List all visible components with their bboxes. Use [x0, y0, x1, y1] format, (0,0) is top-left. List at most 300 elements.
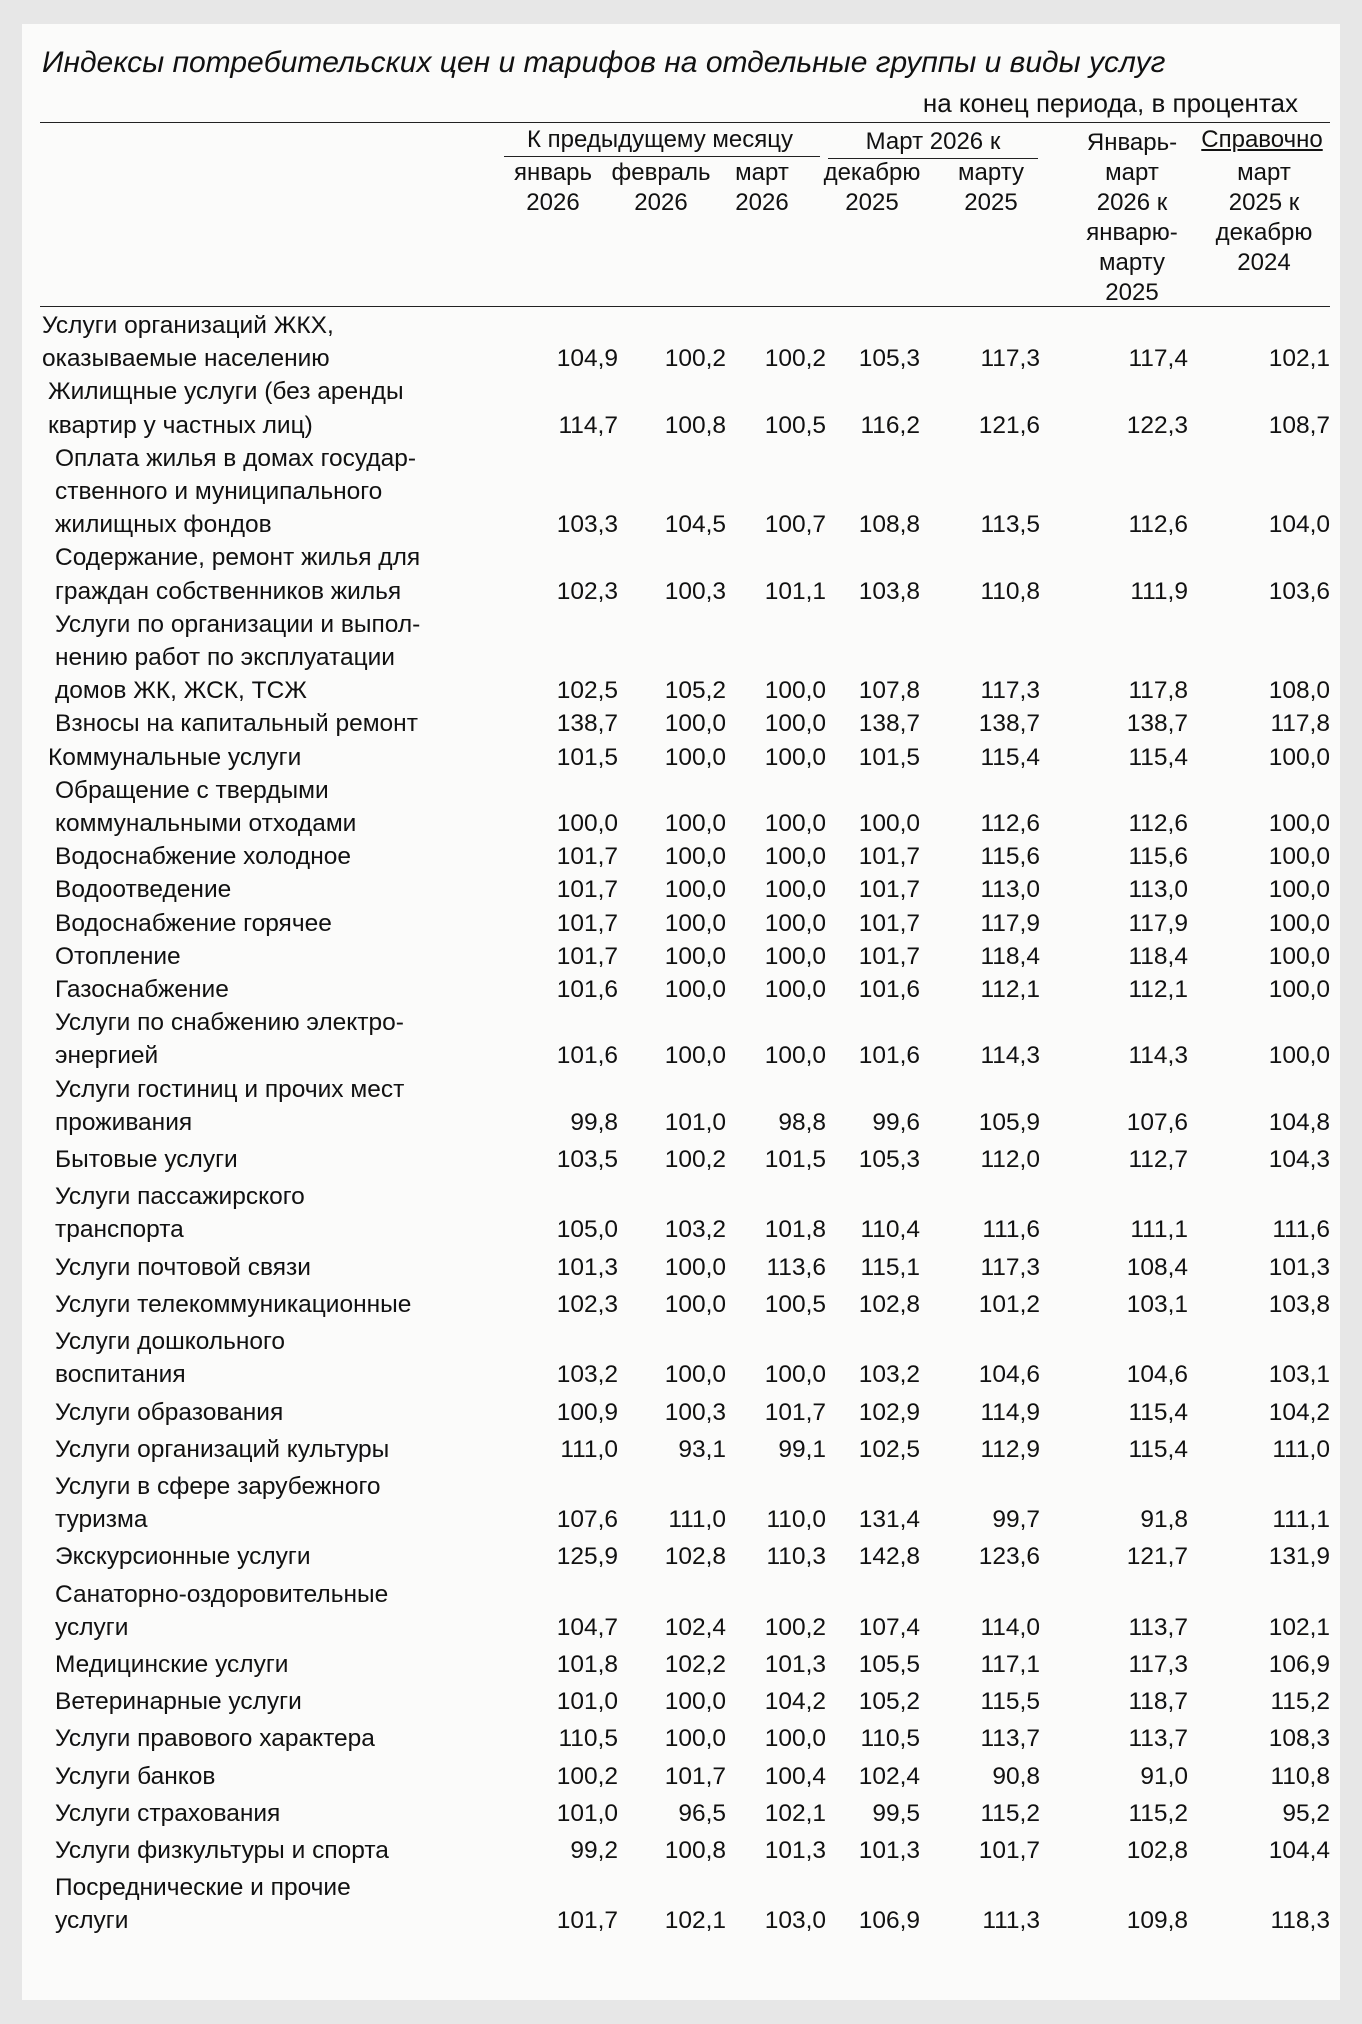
row-value: 115,6	[980, 843, 1040, 871]
row-value: 104,2	[764, 1688, 826, 1716]
row-value: 107,6	[556, 1506, 618, 1534]
row-value: 101,7	[556, 909, 618, 937]
row-value: 99,5	[872, 1799, 920, 1827]
table-row	[40, 973, 1330, 1006]
row-value: 101,6	[858, 976, 920, 1004]
row-value: 101,5	[858, 743, 920, 771]
row-value: 100,5	[764, 411, 826, 439]
table-row	[40, 608, 1330, 708]
services-index-table	[40, 309, 1330, 1938]
table-row	[40, 1644, 1330, 1681]
row-label: Услуги дошкольного воспитания	[55, 1328, 286, 1389]
row-value: 103,2	[858, 1361, 920, 1389]
row-value: 100,0	[1268, 843, 1330, 871]
row-label: Санаторно-оздоровительные услуги	[55, 1580, 389, 1641]
row-value: 114,9	[980, 1398, 1040, 1426]
row-value: 117,3	[980, 345, 1040, 373]
row-value: 100,0	[664, 810, 726, 838]
row-value: 104,9	[556, 345, 618, 373]
row-value: 115,4	[1128, 1435, 1188, 1463]
row-value: 101,8	[556, 1650, 618, 1678]
row-value: 105,3	[858, 345, 920, 373]
row-value: 100,8	[664, 1836, 726, 1864]
row-value: 100,0	[1268, 743, 1330, 771]
row-value: 102,3	[556, 577, 618, 605]
table-row	[40, 707, 1330, 740]
col-feb-2026: февраль 2026	[611, 159, 711, 216]
table-row	[40, 840, 1330, 873]
row-value: 101,6	[556, 1042, 618, 1070]
row-value: 103,5	[556, 1146, 618, 1174]
row-value: 103,0	[764, 1907, 826, 1935]
row-value: 101,7	[858, 909, 920, 937]
row-value: 113,7	[1128, 1725, 1188, 1753]
row-label: Услуги телекоммуникационные	[55, 1290, 412, 1318]
row-label: Коммунальные услуги	[48, 743, 302, 771]
row-value: 103,2	[664, 1216, 726, 1244]
row-value: 100,0	[764, 942, 826, 970]
row-label: Водоотведение	[55, 876, 232, 904]
row-label: Обращение с твердыми коммунальными отходами	[55, 776, 357, 838]
row-value: 110,0	[766, 1506, 826, 1534]
row-value: 103,8	[1268, 1290, 1330, 1318]
row-value: 101,7	[556, 942, 618, 970]
row-value: 100,0	[764, 810, 826, 838]
row-value: 100,5	[764, 1290, 826, 1318]
row-value: 122,3	[1126, 411, 1188, 439]
row-label: Экскурсионные услуги	[55, 1543, 311, 1571]
row-value: 101,6	[858, 1042, 920, 1070]
row-value: 114,3	[1128, 1042, 1188, 1070]
row-value: 101,5	[764, 1146, 826, 1174]
row-value: 113,7	[1128, 1613, 1188, 1641]
table-row	[40, 1867, 1330, 1937]
row-value: 101,0	[556, 1799, 618, 1827]
row-value: 110,3	[766, 1543, 826, 1571]
row-label: Услуги организаций культуры	[55, 1435, 390, 1463]
row-value: 90,8	[992, 1762, 1040, 1790]
row-label: Водоснабжение горячее	[55, 909, 332, 937]
row-value: 112,0	[980, 1146, 1040, 1174]
row-value: 103,6	[1268, 577, 1330, 605]
row-value: 100,0	[664, 743, 726, 771]
row-value: 113,0	[1128, 876, 1188, 904]
row-value: 104,4	[1268, 1836, 1330, 1864]
row-value: 104,8	[1268, 1108, 1330, 1136]
row-value: 110,5	[558, 1725, 618, 1753]
document-page	[22, 24, 1340, 2000]
row-value: 101,7	[664, 1762, 726, 1790]
row-value: 111,3	[982, 1907, 1040, 1935]
row-value: 101,7	[858, 843, 920, 871]
row-value: 101,3	[1268, 1253, 1330, 1281]
table-row	[40, 442, 1330, 542]
row-value: 101,3	[858, 1836, 920, 1864]
row-value: 111,0	[668, 1506, 726, 1534]
row-value: 104,2	[1268, 1398, 1330, 1426]
table-row	[40, 1139, 1330, 1176]
row-value: 100,0	[764, 1725, 826, 1753]
table-subtitle: на конец периода, в процентах	[922, 88, 1298, 118]
col-mar-2025-dec-2024: март 2025 к декабрю 2024	[1215, 159, 1313, 276]
row-value: 105,2	[858, 1688, 920, 1716]
row-value: 103,1	[1126, 1290, 1188, 1318]
row-value: 117,3	[980, 677, 1040, 705]
header-top-rule	[40, 122, 1330, 123]
table-row	[40, 1073, 1330, 1139]
row-value: 117,8	[1270, 710, 1330, 738]
group-label-prev-month: К предыдущему месяцу	[527, 126, 793, 153]
row-value: 115,2	[980, 1799, 1040, 1827]
row-value: 101,7	[764, 1398, 826, 1426]
row-value: 100,0	[1268, 909, 1330, 937]
row-label: Услуги страхования	[55, 1799, 281, 1827]
row-value: 107,8	[858, 677, 920, 705]
row-value: 103,3	[556, 511, 618, 539]
row-label: Жилищные услуги (без аренды квартир у частных лиц)	[48, 378, 404, 439]
row-value: 131,4	[858, 1506, 920, 1534]
row-value: 100,0	[764, 976, 826, 1004]
row-value: 96,5	[678, 1799, 726, 1827]
row-value: 103,1	[1268, 1361, 1330, 1389]
row-value: 100,3	[664, 577, 726, 605]
row-value: 100,2	[764, 1613, 826, 1641]
row-value: 100,0	[1268, 942, 1330, 970]
row-label: Услуги почтовой связи	[55, 1253, 311, 1281]
row-value: 104,7	[556, 1613, 618, 1641]
table-row	[40, 774, 1330, 840]
row-label: Услуги правового характера	[55, 1725, 375, 1753]
row-value: 104,6	[1126, 1361, 1188, 1389]
row-value: 103,8	[858, 577, 920, 605]
col-jan-mar: Январь- март 2026 к январю- марту 2025	[1086, 129, 1178, 306]
row-value: 105,2	[664, 677, 726, 705]
row-value: 116,2	[860, 411, 920, 439]
row-value: 100,0	[1268, 976, 1330, 1004]
row-value: 112,7	[1128, 1146, 1188, 1174]
row-value: 103,2	[556, 1361, 618, 1389]
row-value: 101,7	[858, 876, 920, 904]
row-value: 101,7	[978, 1836, 1040, 1864]
row-value: 100,0	[664, 942, 726, 970]
row-value: 115,4	[980, 743, 1040, 771]
row-label: Услуги гостиниц и прочих мест проживания	[55, 1075, 405, 1136]
row-value: 102,2	[664, 1650, 726, 1678]
group-rule-prev-month	[504, 156, 820, 157]
row-value: 117,4	[1128, 345, 1188, 373]
row-value: 100,0	[556, 810, 618, 838]
row-value: 108,7	[1268, 411, 1330, 439]
row-value: 112,6	[1128, 810, 1188, 838]
table-title: Индексы потребительских цен и тарифов на отдельные группы и виды услуг	[42, 46, 1166, 79]
row-value: 109,8	[1126, 1907, 1188, 1935]
row-value: 100,0	[1268, 810, 1330, 838]
row-value: 102,5	[858, 1435, 920, 1463]
row-value: 101,7	[858, 942, 920, 970]
row-value: 100,0	[764, 843, 826, 871]
row-value: 102,1	[1268, 1613, 1330, 1641]
row-value: 99,8	[570, 1108, 618, 1136]
table-row	[40, 741, 1330, 774]
row-value: 100,0	[1268, 1042, 1330, 1070]
row-label: Услуги по организации и выпол- нению работ по эксплуатации домов ЖК, ЖСК, ТСЖ	[55, 610, 421, 705]
row-value: 111,6	[982, 1216, 1040, 1244]
group-label-march-to: Март 2026 к	[865, 128, 1001, 155]
row-value: 113,6	[766, 1253, 826, 1281]
row-value: 115,6	[1128, 843, 1188, 871]
row-label: Водоснабжение холодное	[55, 843, 351, 871]
row-value: 100,0	[664, 843, 726, 871]
row-value: 138,7	[978, 710, 1040, 738]
row-value: 100,0	[1268, 876, 1330, 904]
row-value: 110,8	[980, 577, 1040, 605]
row-value: 111,1	[1272, 1506, 1330, 1534]
row-value: 101,1	[764, 577, 826, 605]
row-value: 100,0	[664, 1290, 726, 1318]
row-value: 100,0	[764, 909, 826, 937]
row-value: 113,5	[980, 511, 1040, 539]
table-row	[40, 309, 1330, 375]
row-value: 117,3	[1128, 1650, 1188, 1678]
row-value: 105,9	[978, 1108, 1040, 1136]
table-row	[40, 1466, 1330, 1536]
row-value: 101,0	[664, 1108, 726, 1136]
row-value: 99,2	[570, 1836, 618, 1864]
row-value: 101,7	[556, 1907, 618, 1935]
row-value: 100,0	[858, 810, 920, 838]
row-label: Ветеринарные услуги	[55, 1688, 302, 1716]
header-bottom-rule	[40, 306, 1330, 307]
table-row	[40, 1247, 1330, 1284]
table-row	[40, 1830, 1330, 1867]
row-label: Услуги по снабжению электро- энергией	[55, 1009, 404, 1070]
table-row	[40, 1681, 1330, 1718]
row-value: 100,0	[764, 1042, 826, 1070]
row-value: 111,1	[1130, 1216, 1188, 1244]
row-value: 100,4	[764, 1762, 826, 1790]
row-value: 99,6	[872, 1108, 920, 1136]
row-value: 105,3	[858, 1146, 920, 1174]
row-value: 111,0	[560, 1435, 618, 1463]
group-label-reference: Справочно	[1201, 126, 1323, 153]
table-row	[40, 1429, 1330, 1466]
row-value: 100,0	[764, 677, 826, 705]
row-value: 114,3	[980, 1042, 1040, 1070]
row-value: 115,4	[1128, 743, 1188, 771]
row-value: 107,4	[858, 1613, 920, 1641]
row-value: 95,2	[1282, 1799, 1330, 1827]
row-value: 102,8	[664, 1543, 726, 1571]
row-value: 100,2	[664, 345, 726, 373]
row-value: 104,3	[1268, 1146, 1330, 1174]
table-row	[40, 907, 1330, 940]
row-value: 101,7	[556, 843, 618, 871]
row-value: 100,0	[764, 710, 826, 738]
row-value: 91,0	[1140, 1762, 1188, 1790]
row-value: 100,7	[764, 511, 826, 539]
col-mar-2026: март 2026	[735, 159, 789, 216]
table-row	[40, 1176, 1330, 1246]
table-row	[40, 1536, 1330, 1573]
row-label: Бытовые услуги	[55, 1146, 238, 1174]
table-row	[40, 541, 1330, 607]
row-value: 111,6	[1272, 1216, 1330, 1244]
row-value: 99,1	[778, 1435, 826, 1463]
table-row	[40, 1793, 1330, 1830]
row-value: 102,5	[556, 677, 618, 705]
table-row	[40, 1756, 1330, 1793]
row-value: 112,6	[1128, 511, 1188, 539]
row-value: 113,0	[980, 876, 1040, 904]
row-value: 100,0	[664, 909, 726, 937]
row-value: 100,0	[664, 876, 726, 904]
row-label: Газоснабжение	[55, 976, 229, 1004]
row-value: 102,8	[858, 1290, 920, 1318]
row-label: Посреднические и прочие услуги	[55, 1874, 351, 1935]
row-value: 121,7	[1126, 1543, 1188, 1571]
row-value: 100,0	[664, 1253, 726, 1281]
row-value: 131,9	[1268, 1543, 1330, 1571]
row-value: 100,0	[764, 743, 826, 771]
row-value: 101,0	[556, 1688, 618, 1716]
row-value: 104,5	[664, 511, 726, 539]
row-value: 117,3	[980, 1253, 1040, 1281]
row-value: 102,1	[764, 1799, 826, 1827]
row-value: 101,8	[764, 1216, 826, 1244]
row-value: 106,9	[1268, 1650, 1330, 1678]
row-value: 110,8	[1270, 1762, 1330, 1790]
row-value: 138,7	[858, 710, 920, 738]
row-value: 105,0	[556, 1216, 618, 1244]
row-value: 100,2	[556, 1762, 618, 1790]
row-value: 102,4	[858, 1762, 920, 1790]
row-value: 106,9	[858, 1907, 920, 1935]
row-value: 114,7	[558, 411, 618, 439]
row-value: 102,1	[1268, 345, 1330, 373]
row-value: 115,2	[1270, 1688, 1330, 1716]
row-value: 117,1	[980, 1650, 1040, 1678]
col-jan-2026: январь 2026	[514, 159, 592, 216]
row-value: 100,9	[556, 1398, 618, 1426]
row-label: Оплата жилья в домах государ- ственного и муниципального жилищных фондов	[55, 444, 416, 539]
row-value: 118,4	[1128, 942, 1188, 970]
row-value: 100,0	[764, 876, 826, 904]
row-value: 101,3	[764, 1650, 826, 1678]
row-value: 110,4	[860, 1216, 920, 1244]
table-row	[40, 1284, 1330, 1321]
row-value: 101,3	[556, 1253, 618, 1281]
table-row	[40, 1574, 1330, 1644]
row-value: 117,8	[1128, 677, 1188, 705]
row-value: 142,8	[858, 1543, 920, 1571]
row-value: 111,0	[1272, 1435, 1330, 1463]
row-value: 101,7	[556, 876, 618, 904]
row-value: 100,0	[664, 1361, 726, 1389]
row-value: 102,4	[664, 1613, 726, 1641]
row-value: 105,5	[858, 1650, 920, 1678]
table-row	[40, 1392, 1330, 1429]
row-value: 107,6	[1126, 1108, 1188, 1136]
row-value: 91,8	[1140, 1506, 1188, 1534]
row-value: 108,3	[1268, 1725, 1330, 1753]
row-value: 115,4	[1128, 1398, 1188, 1426]
row-value: 108,4	[1126, 1253, 1188, 1281]
row-value: 115,5	[980, 1688, 1040, 1716]
row-value: 114,0	[980, 1613, 1040, 1641]
row-value: 115,1	[860, 1253, 920, 1281]
row-value: 108,8	[858, 511, 920, 539]
row-value: 98,8	[778, 1108, 826, 1136]
row-value: 112,1	[1128, 976, 1188, 1004]
row-value: 112,6	[980, 810, 1040, 838]
row-value: 118,7	[1128, 1688, 1188, 1716]
row-value: 101,3	[764, 1836, 826, 1864]
row-value: 115,2	[1128, 1799, 1188, 1827]
row-value: 102,9	[858, 1398, 920, 1426]
row-value: 118,4	[980, 942, 1040, 970]
row-value: 112,9	[980, 1435, 1040, 1463]
row-value: 101,5	[556, 743, 618, 771]
row-value: 121,6	[978, 411, 1040, 439]
row-value: 100,0	[664, 1042, 726, 1070]
row-value: 102,8	[1126, 1836, 1188, 1864]
row-label: Взносы на капитальный ремонт	[55, 710, 418, 738]
row-value: 110,5	[860, 1725, 920, 1753]
col-mar-2025: марту 2025	[958, 159, 1024, 216]
row-value: 100,0	[664, 710, 726, 738]
table-row	[40, 940, 1330, 973]
row-value: 112,1	[980, 976, 1040, 1004]
col-dec-2025: декабрю 2025	[823, 159, 921, 216]
table-row	[40, 1321, 1330, 1391]
row-label: Услуги организаций ЖКХ, оказываемые населению	[42, 312, 334, 373]
table-row	[40, 375, 1330, 441]
row-value: 104,0	[1268, 511, 1330, 539]
row-value: 117,9	[980, 909, 1040, 937]
row-value: 123,6	[978, 1543, 1040, 1571]
row-value: 118,3	[1270, 1907, 1330, 1935]
row-value: 100,0	[664, 1688, 726, 1716]
row-value: 111,9	[1130, 577, 1188, 605]
row-value: 104,6	[978, 1361, 1040, 1389]
row-value: 101,6	[556, 976, 618, 1004]
row-value: 102,3	[556, 1290, 618, 1318]
row-value: 101,2	[978, 1290, 1040, 1318]
row-value: 125,9	[556, 1543, 618, 1571]
table-row	[40, 1718, 1330, 1755]
row-value: 93,1	[678, 1435, 726, 1463]
row-label: Услуги в сфере зарубежного туризма	[55, 1472, 381, 1534]
table-row	[40, 1006, 1330, 1072]
row-label: Услуги образования	[55, 1398, 284, 1426]
table-row	[40, 873, 1330, 906]
row-value: 102,1	[664, 1907, 726, 1935]
row-value: 100,8	[664, 411, 726, 439]
row-label: Содержание, ремонт жилья для граждан собственников жилья	[55, 544, 421, 605]
table-body	[40, 309, 1330, 1938]
row-value: 100,3	[664, 1398, 726, 1426]
row-value: 100,0	[664, 976, 726, 1004]
row-label: Медицинские услуги	[55, 1650, 289, 1678]
row-value: 100,2	[664, 1146, 726, 1174]
row-value: 138,7	[556, 710, 618, 738]
row-label: Услуги пассажирского транспорта	[55, 1183, 305, 1244]
row-value: 100,2	[764, 345, 826, 373]
row-value: 100,0	[764, 1361, 826, 1389]
row-value: 113,7	[980, 1725, 1040, 1753]
row-value: 138,7	[1126, 710, 1188, 738]
row-label: Отопление	[55, 942, 181, 970]
